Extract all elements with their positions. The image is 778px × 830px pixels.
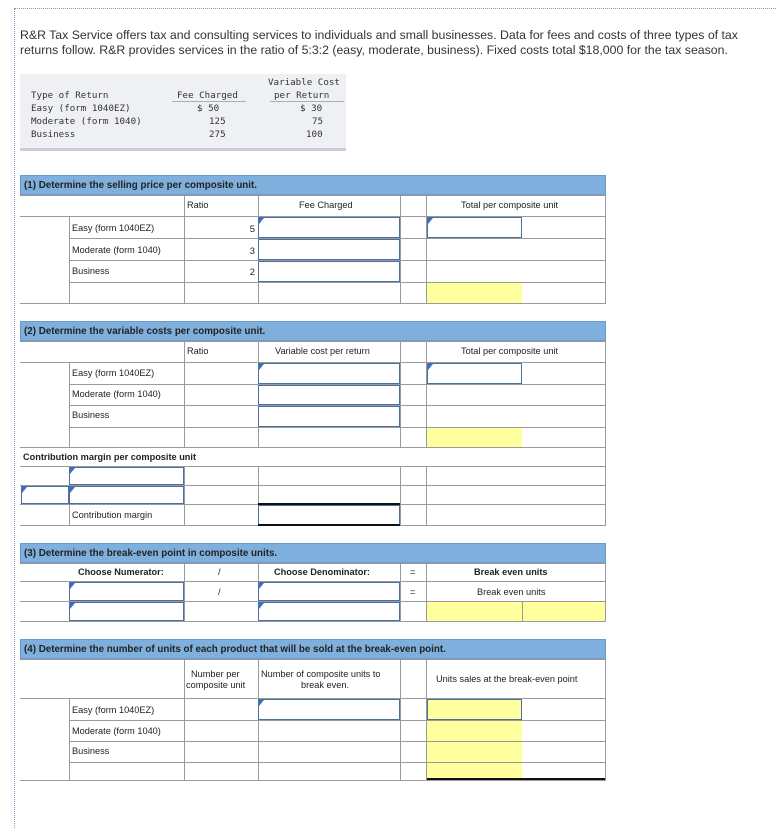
row-type: Easy (form 1040EZ) [31, 103, 131, 114]
total-line [258, 524, 400, 526]
composite-units-input[interactable] [258, 699, 400, 720]
divide-sign: / [218, 567, 221, 577]
denominator-value-input[interactable] [258, 602, 400, 621]
gridline [69, 762, 606, 763]
gridline [20, 447, 606, 448]
gridline [20, 659, 606, 660]
row-label: Moderate (form 1040) [72, 245, 161, 255]
part3-header-bar: (3) Determine the break-even point in composite units. [20, 543, 606, 563]
header-per-return: per Return [274, 90, 330, 101]
gridline [400, 659, 401, 780]
cm-left-input[interactable] [21, 486, 69, 504]
row-var: 75 [312, 116, 324, 127]
numerator-value-input[interactable] [69, 602, 184, 621]
row-var: $ 30 [300, 103, 323, 114]
gridline [605, 341, 606, 447]
divide-sign: / [218, 587, 221, 597]
ratio-value: 5 [249, 223, 255, 234]
gridline [69, 282, 606, 283]
cm-label: Contribution margin [72, 510, 153, 520]
row-fee: 275 [209, 129, 226, 140]
row-label: Easy (form 1040EZ) [72, 368, 155, 378]
gridline [184, 659, 185, 780]
unit-sales-answer[interactable] [427, 721, 522, 741]
total-variable-cost-answer[interactable] [427, 428, 522, 447]
row-label: Business [72, 410, 110, 420]
col-variable-cost: Variable cost per return [275, 346, 370, 356]
gridline [184, 466, 185, 525]
gridline [20, 563, 606, 564]
total-selling-price-answer[interactable] [427, 283, 522, 303]
col-fee-charged: Fee Charged [299, 200, 353, 210]
cm-section-title: Contribution margin per composite unit [23, 452, 197, 462]
col-break-even: break even. [301, 680, 350, 690]
col-total-per-composite: Total per composite unit [461, 200, 559, 210]
col-units-sales: Units sales at the break-even point [436, 674, 578, 684]
gridline [69, 362, 70, 447]
row-var: 100 [306, 129, 323, 140]
col-ratio: Ratio [187, 346, 209, 356]
break-even-units-answer[interactable] [427, 602, 605, 621]
gridline [184, 563, 185, 621]
part1-header-bar: (1) Determine the selling price per composite unit. [20, 175, 606, 195]
header-fee-charged: Fee Charged [177, 90, 238, 101]
col-composite-units-to: Number of composite units to [261, 669, 381, 679]
gridline [20, 621, 606, 622]
gridline [69, 720, 606, 721]
part2-header-bar: (2) Determine the variable costs per composite unit. [20, 321, 606, 341]
total-per-composite-input[interactable] [427, 217, 522, 238]
break-even-units-label: Break even units [474, 567, 548, 577]
gridline [20, 341, 606, 342]
denominator-label: Choose Denominator: [274, 567, 370, 577]
gridline [605, 195, 606, 303]
gridline [400, 563, 401, 621]
row-fee: $ 50 [197, 103, 220, 114]
ratio-value: 2 [249, 266, 255, 277]
row-label: Easy (form 1040EZ) [72, 705, 155, 715]
total-line [258, 503, 400, 505]
fee-charged-input[interactable] [258, 239, 400, 260]
total-line [427, 778, 605, 780]
gridline [605, 563, 606, 621]
contribution-margin-input[interactable] [258, 505, 400, 525]
row-label: Easy (form 1040EZ) [72, 223, 155, 233]
variable-cost-input[interactable] [258, 363, 400, 384]
header-variable-cost: Variable Cost [268, 77, 340, 88]
gridline [20, 195, 606, 196]
variable-cost-input[interactable] [258, 406, 400, 427]
equals-sign: = [410, 567, 416, 577]
gridline [69, 698, 70, 780]
row-label: Business [72, 746, 110, 756]
row-fee: 125 [209, 116, 226, 127]
gridline [400, 195, 401, 303]
gridline [400, 466, 401, 525]
variable-cost-input[interactable] [258, 385, 400, 405]
gridline [426, 466, 427, 525]
header-underline-fee [172, 101, 246, 102]
break-even-units-label: Break even units [477, 587, 546, 597]
gridline [184, 341, 185, 447]
ratio-value: 3 [249, 245, 255, 256]
gridline [605, 447, 606, 525]
gridline [69, 216, 70, 303]
fee-cost-data-table [20, 74, 346, 151]
row-type: Business [31, 129, 76, 140]
cm-first-input[interactable] [69, 467, 184, 485]
row-label: Business [72, 266, 110, 276]
gridline [69, 427, 606, 428]
total-variable-cost-input[interactable] [427, 363, 522, 384]
unit-sales-answer[interactable] [427, 699, 522, 720]
gridline [20, 303, 606, 304]
row-type: Moderate (form 1040) [31, 116, 142, 127]
header-type-of-return: Type of Return [31, 90, 109, 101]
gridline [69, 741, 606, 742]
gridline [605, 659, 606, 780]
cm-second-input[interactable] [69, 486, 184, 504]
gridline [400, 341, 401, 447]
equals-sign: = [410, 587, 416, 597]
row-label: Moderate (form 1040) [72, 389, 161, 399]
numerator-dropdown[interactable] [69, 582, 184, 601]
header-underline-var [270, 101, 344, 102]
col-number-per: Number per [191, 669, 240, 679]
gridline [184, 195, 185, 303]
numerator-label: Choose Numerator: [78, 567, 164, 577]
col-total-per-composite: Total per composite unit [461, 346, 559, 356]
gridline [20, 780, 606, 781]
part4-header-bar: (4) Determine the number of units of each product that will be sold at the break-even point. [20, 639, 606, 659]
fee-charged-input[interactable] [258, 217, 400, 238]
fee-charged-input[interactable] [258, 261, 400, 282]
col-ratio: Ratio [187, 200, 209, 210]
gridline [522, 602, 523, 621]
intro-paragraph: R&R Tax Service offers tax and consulting services to individuals and small businesses. Data for fees and costs of three types of tax returns follow. R&R provides services in the ratio of 5:3:2 (easy, moderate, business). Fixed costs total $18,000 for the tax season. [20, 28, 738, 57]
unit-sales-answer[interactable] [427, 742, 522, 762]
row-label: Moderate (form 1040) [72, 726, 161, 736]
denominator-dropdown[interactable] [258, 582, 400, 601]
col-composite-unit: composite unit [186, 680, 246, 690]
